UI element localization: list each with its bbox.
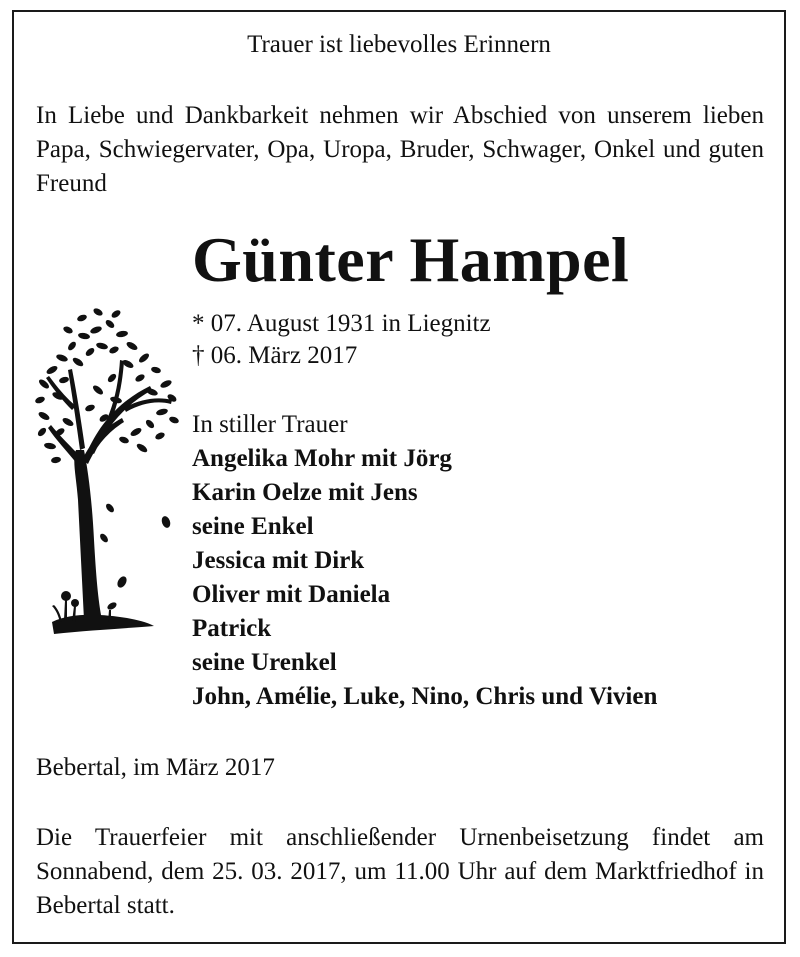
mourner-line: John, Amélie, Luke, Nino, Chris und Vivien <box>192 683 658 710</box>
mourners-heading: In stiller Trauer <box>192 411 348 438</box>
place-date: Bebertal, im März 2017 <box>36 754 275 781</box>
mourner-line: Angelika Mohr mit Jörg <box>192 445 452 472</box>
mourner-line: seine Urenkel <box>192 649 337 676</box>
mourner-line: Patrick <box>192 615 272 642</box>
motto: Trauer ist liebevolles Erinnern <box>247 31 551 58</box>
funeral-service-info: Die Trauerfeier mit anschließender Urnenbeisetzung findet am Sonnabend, dem 25. 03. 2017, um 11.00 Uhr auf dem Marktfriedhof in Bebertal statt. <box>36 824 764 919</box>
mourner-line: Oliver mit Daniela <box>192 581 391 608</box>
mourner-line: Jessica mit Dirk <box>192 547 365 574</box>
mourners-list <box>192 408 657 714</box>
intro-text: In Liebe und Dankbarkeit nehmen wir Abschied von unserem lieben Papa, Schwiegervater, Opa, Uropa, Bruder, Schwager, Onkel und guten Freund <box>36 102 764 197</box>
birth-date: * 07. August 1931 in Liegnitz <box>192 310 491 337</box>
tree-icon <box>32 300 182 650</box>
death-date: † 06. März 2017 <box>192 342 358 369</box>
mourner-line: Karin Oelze mit Jens <box>192 479 418 506</box>
obituary-notice <box>12 10 786 944</box>
life-dates <box>192 308 491 372</box>
deceased-name: Günter Hampel <box>192 224 630 295</box>
mourner-line: seine Enkel <box>192 513 314 540</box>
